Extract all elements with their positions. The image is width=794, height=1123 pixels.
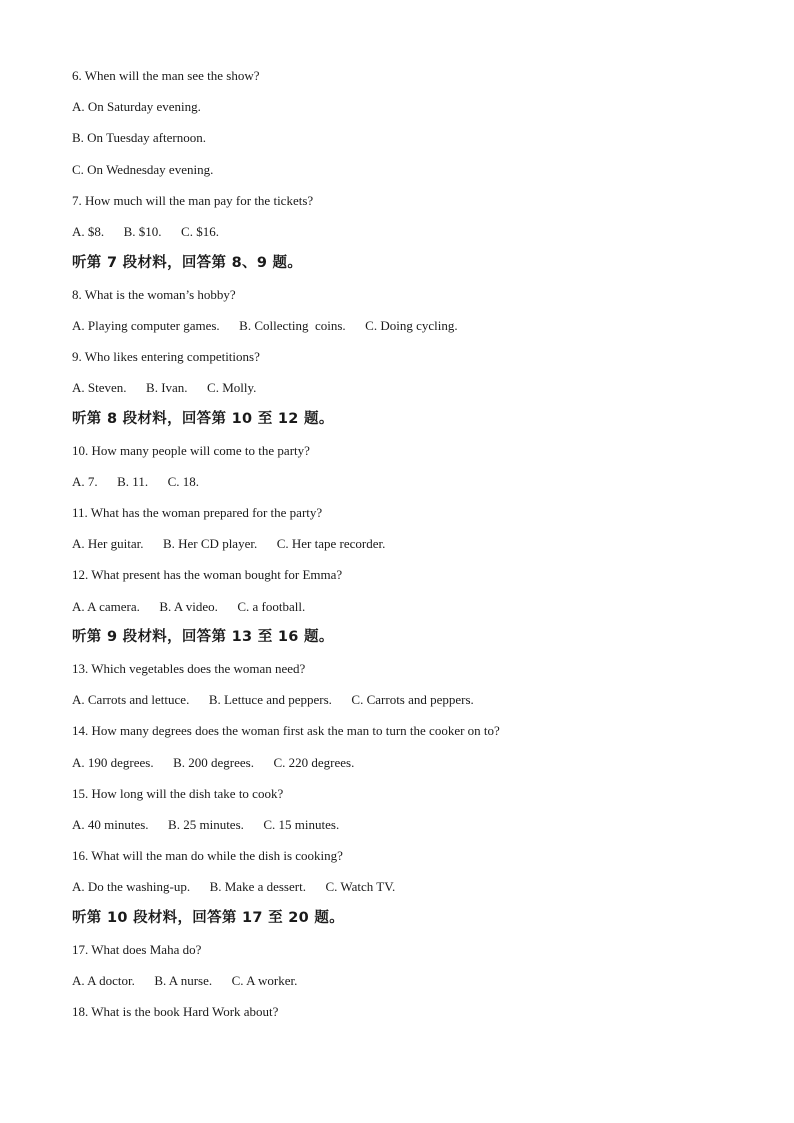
question-line: 14. How many degrees does the woman first ask the man to turn the cooker on to? [72, 723, 500, 738]
question-line: 16. What will the man do while the dish is cooking? [72, 848, 343, 863]
option-line: A. Steven. B. Ivan. C. Molly. [72, 380, 257, 395]
question-line: 9. Who likes entering competitions? [72, 349, 260, 364]
question-line: 7. How much will the man pay for the tickets? [72, 193, 314, 208]
section-heading: 听第 7 段材料，回答第 8、9 题。 [72, 255, 303, 271]
option-line: A. $8. B. $10. C. $16. [72, 224, 219, 239]
question-line: 6. When will the man see the show? [72, 68, 260, 83]
option-line: A. Carrots and lettuce. B. Lettuce and peppers. C. Carrots and peppers. [72, 692, 474, 707]
option-line: A. Her guitar. B. Her CD player. C. Her tape recorder. [72, 536, 386, 551]
option-line: A. 40 minutes. B. 25 minutes. C. 15 minutes. [72, 817, 340, 832]
option-line: A. Playing computer games. B. Collecting coins. C. Doing cycling. [72, 318, 458, 333]
section-heading: 听第 8 段材料，回答第 10 至 12 题。 [72, 411, 334, 427]
option-line: A. A doctor. B. A nurse. C. A worker. [72, 973, 298, 988]
question-line: 18. What is the book Hard Work about? [72, 1004, 279, 1019]
question-line: 13. Which vegetables does the woman need? [72, 661, 306, 676]
option-line: A. On Saturday evening. [72, 99, 201, 114]
option-line: A. 7. B. 11. C. 18. [72, 474, 199, 489]
question-line: 10. How many people will come to the party? [72, 443, 310, 458]
option-line: A. Do the washing-up. B. Make a dessert. C. Watch TV. [72, 879, 396, 894]
option-line: A. 190 degrees. B. 200 degrees. C. 220 degrees. [72, 755, 355, 770]
question-line: 8. What is the woman’s hobby? [72, 287, 236, 302]
question-line: 17. What does Maha do? [72, 942, 202, 957]
section-heading: 听第 9 段材料，回答第 13 至 16 题。 [72, 629, 334, 645]
option-line: B. On Tuesday afternoon. [72, 130, 206, 145]
question-line: 11. What has the woman prepared for the party? [72, 505, 323, 520]
option-line: C. On Wednesday evening. [72, 162, 214, 177]
question-line: 15. How long will the dish take to cook? [72, 786, 284, 801]
question-line: 12. What present has the woman bought for Emma? [72, 567, 343, 582]
option-line: A. A camera. B. A video. C. a football. [72, 599, 306, 614]
section-heading: 听第 10 段材料，回答第 17 至 20 题。 [72, 910, 345, 926]
